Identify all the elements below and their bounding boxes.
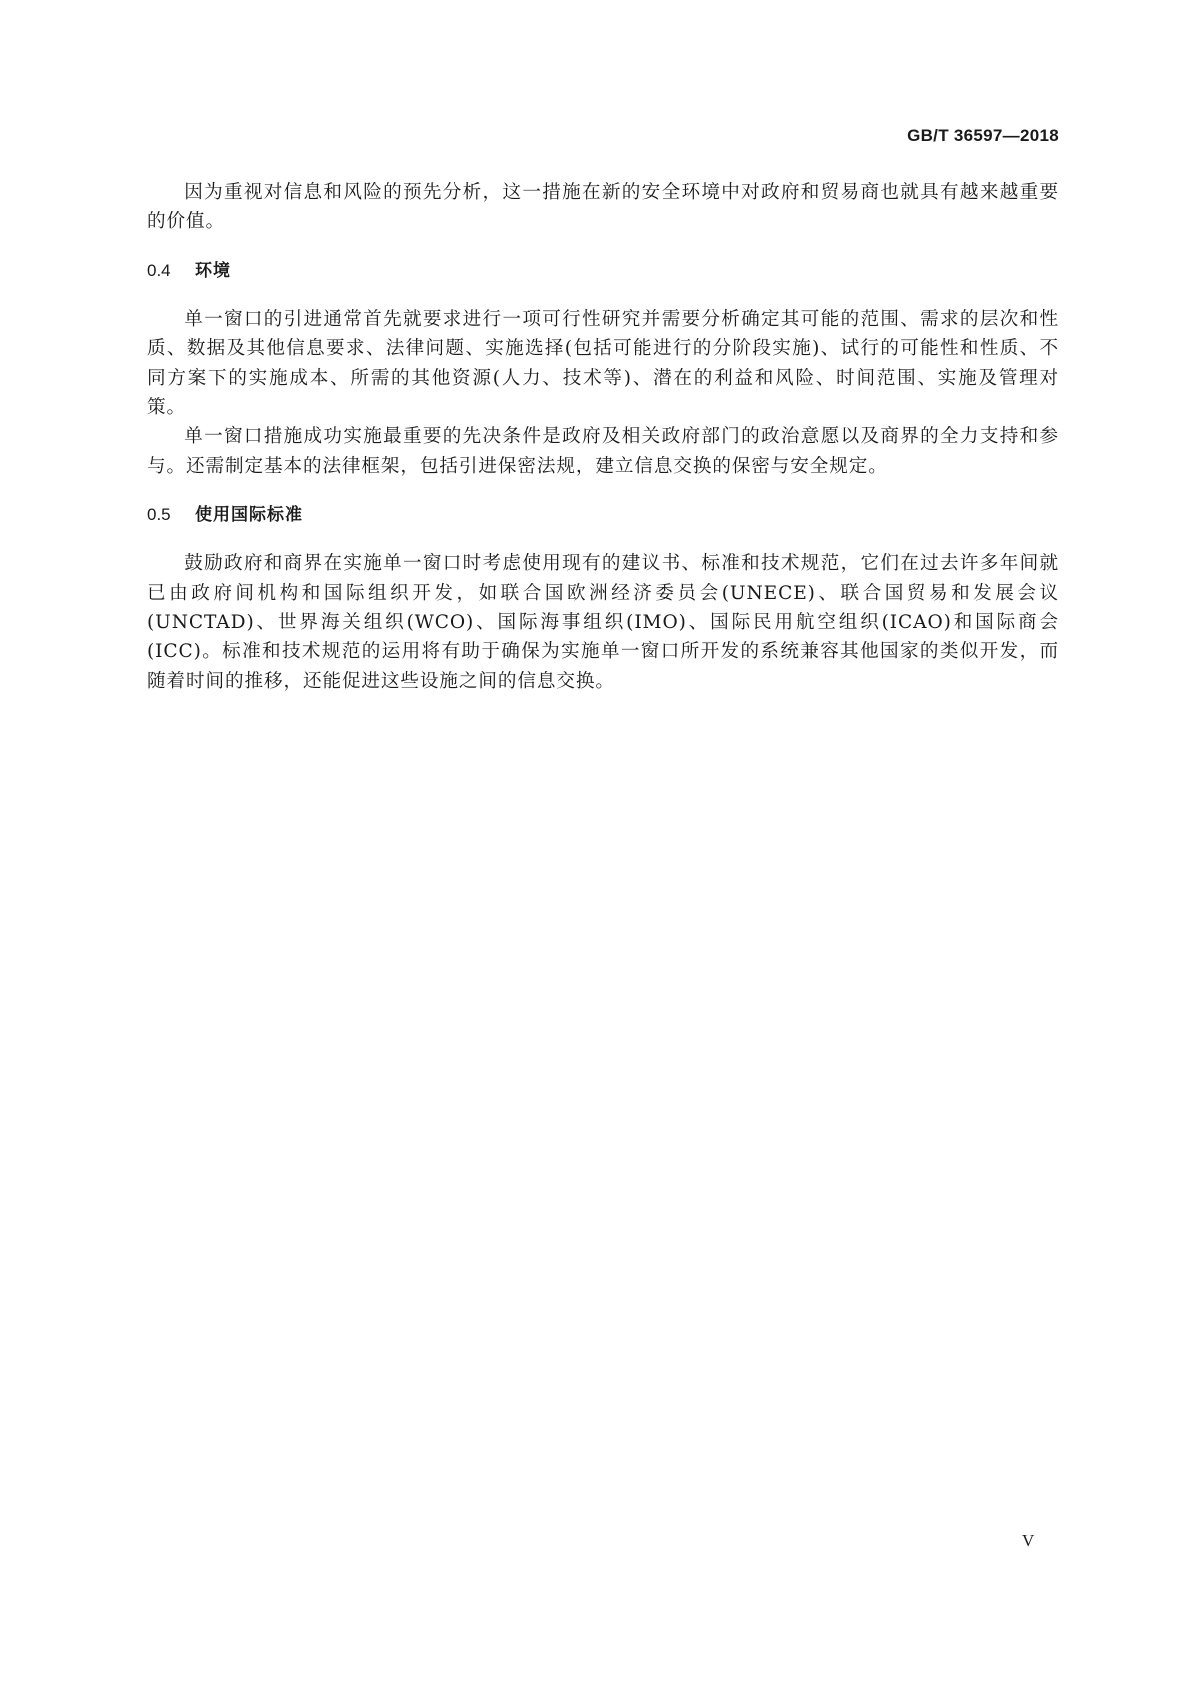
section-0-5-paragraph-1: 鼓励政府和商界在实施单一窗口时考虑使用现有的建议书、标准和技术规范，它们在过去许多年间就已由政府间机构和国际组织开发，如联合国欧洲经济委员会(UNECE)、联合国贸易和发展会议(UNCTAD)、世界海关组织(WCO)、国际海事组织(IMO)、国际民用航空组织(ICAO)和国际商会(ICC)。标准和技术规范的运用将有助于确保为实施单一窗口所开发的系统兼容其他国家的类似开发，而随着时间的推移，还能促进这些设施之间的信息交换。: [147, 553, 1059, 692]
spacer: [147, 237, 1059, 259]
section-heading-0-5: [147, 503, 1059, 527]
section-0-4-paragraph-2: 单一窗口措施成功实施最重要的先决条件是政府及相关政府部门的政治意愿以及商界的全力支持和参与。还需制定基本的法律框架，包括引进保密法规，建立信息交换的保密与安全规定。: [147, 426, 1059, 477]
intro-paragraph: 因为重视对信息和风险的预先分析，这一措施在新的安全环境中对政府和贸易商也就具有越来越重要的价值。: [147, 182, 1059, 233]
spacer: [147, 481, 1059, 503]
spacer: [147, 283, 1059, 305]
section-title: 环境: [195, 260, 231, 281]
spacer: [147, 527, 1059, 549]
document-body: [147, 178, 1059, 696]
section-title: 使用国际标准: [195, 505, 303, 526]
page-number: V: [1022, 1531, 1035, 1550]
section-number: 0.4: [147, 260, 171, 280]
section-heading-0-4: [147, 259, 1059, 283]
standard-number: GB/T 36597—2018: [907, 126, 1059, 145]
section-0-4-paragraph-1: 单一窗口的引进通常首先就要求进行一项可行性研究并需要分析确定其可能的范围、需求的层次和性质、数据及其他信息要求、法律问题、实施选择(包括可能进行的分阶段实施)、试行的可能性和性质、不同方案下的实施成本、所需的其他资源(人力、技术等)、潜在的利益和风险、时间范围、实施及管理对策。: [147, 308, 1059, 419]
section-number: 0.5: [147, 505, 171, 525]
